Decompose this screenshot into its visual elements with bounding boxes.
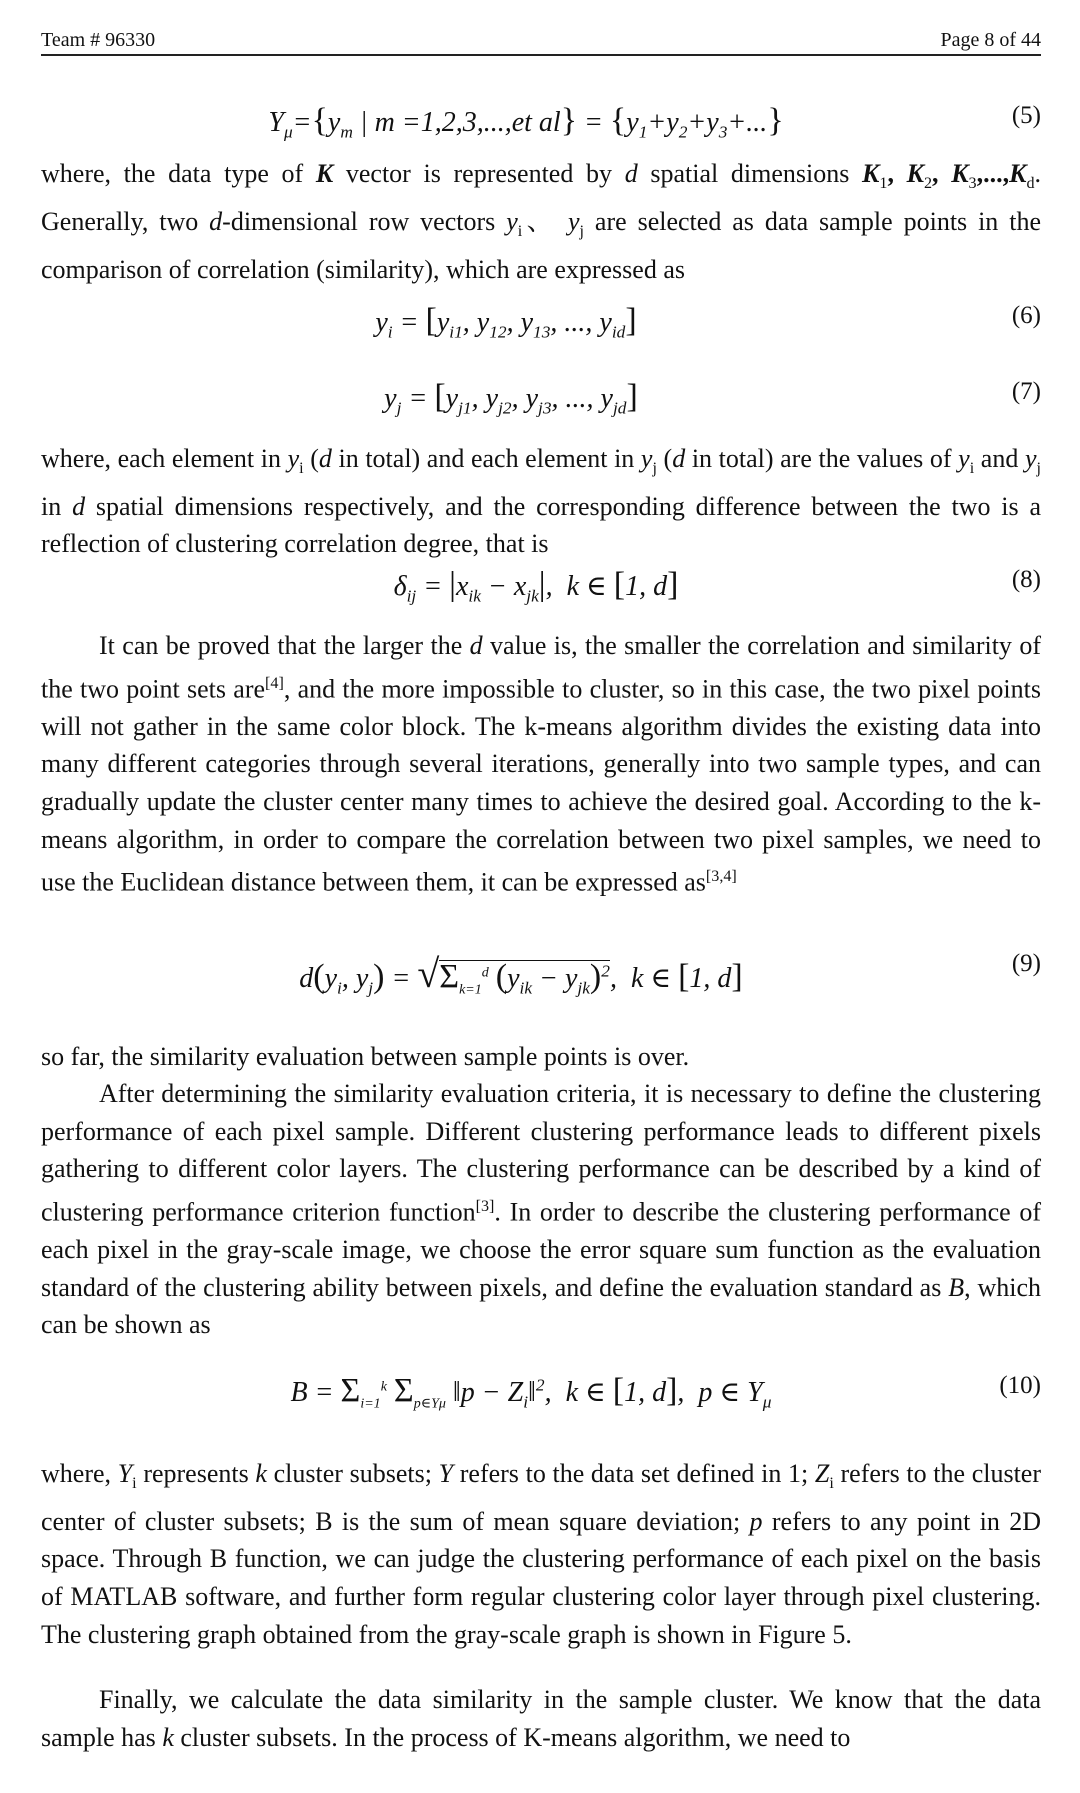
page-header — [41, 26, 1041, 56]
paragraph: Finally, we calculate the data similarity in the sample cluster. We know that the data sample has k cluster subsets. In the process of K-means algorithm, we need to — [41, 1685, 1041, 1752]
equation-6: $y_i = [y_{i1}$, $y_{12}$, $y_{13}$, ..., $y_{id}$] (6) — [375, 302, 1041, 342]
equation-8: $\delta_{ij} = |x_{ik} - x_{jk}|$, k ∈ [1, d] (8) — [393, 566, 1041, 606]
paragraph: After determining the similarity evaluation criteria, it is necessary to define the clustering performance of each pixel sample. Different clustering performance leads to different pixels gathering to different color layers. The clustering performance can be described by a kind of clustering performance criterion function[3]. In order to describe the clustering performance of each pixel in the gray-scale image, we choose the error square sum function as the evaluation standard of the clustering ability between pixels, and define the evaluation standard as B, which can be shown as — [41, 1079, 1041, 1340]
equation-number: (10) — [999, 1372, 1041, 1399]
equation-5: $Y_\mu=\{y_m$ | m =1,2,3,...,et $al\} = \{y_1+y_2+y_3+...\}$ (5) — [268, 102, 1041, 142]
equation-number: (5) — [1011, 102, 1041, 129]
paragraph: It can be proved that the larger the d value is, the smaller the correlation and similarity of the two point sets are[4], and the more impossible to cluster, so in this case, the two pixel points will not gather in the same color block. The k-means algorithm divides the existing data into many different categories through several iterations, generally into two sample types, and can gradually update the cluster center many times to achieve the desired goal. According to the k-means algorithm, in order to compare the correlation between two pixel samples, we need to use the Euclidean distance between them, it can be expressed as[3,4] — [41, 631, 1041, 897]
team-number: Team # 96330 — [41, 29, 156, 51]
equation-10: $B = \Sigma_{i=1}^k$ $\Sigma_{p\in Y\mu}$ ‖p − $Z_i‖^2$, k ∈ [1, d], p ∈ $Y_\mu$ (10) — [290, 1372, 1041, 1412]
equation-number: (7) — [1011, 378, 1041, 405]
page-number: Page 8 of 44 — [940, 29, 1041, 51]
equation-7: $y_j = [y_{j1}$, $y_{j2}$, $y_{j3}$, ..., $y_{jd}$] (7) — [384, 378, 1041, 418]
equation-number: (9) — [1011, 950, 1041, 977]
equation-9: $d(y_i$, $y_j) = √\Sigma_{k=1}^d$ $(y_{ik} - y_{jk})^2$, k ∈ [1, d] (9) — [299, 950, 1041, 998]
equation-number: (8) — [1011, 566, 1041, 593]
paragraph: so far, the similarity evaluation between sample points is over. — [41, 1042, 690, 1071]
paragraph: where, each element in $y_i$ (d in total) and each element in $y_j$ (d in total) are the values of $y_i$ and $y_j$ in d spatial dimensions respectively, and the corresponding difference between the two is a reflection of clustering correlation degree, that is — [41, 444, 1041, 559]
paragraph: where, the data type of K vector is represented by d spatial dimensions $K_1$, $K_2$, $K_3,...,K_d$. Generally, two d-dimensional row vectors $y_i$、 $y_j$ are selected as data sample points in the comparison of correlation (similarity), which are expressed as — [41, 159, 1041, 284]
equation-number: (6) — [1011, 302, 1041, 329]
paragraph: where, $Y_i$ represents k cluster subsets; Y refers to the data set defined in 1; $Z_i$ refers to the cluster center of cluster subsets; B is the sum of mean square deviation; p refers to any point in 2D space. Through B function, we can judge the clustering performance of each pixel on the basis of MATLAB software, and further form regular clustering color layer through pixel clustering. The clustering graph obtained from the gray-scale graph is shown in Figure 5. — [41, 1459, 1042, 1649]
